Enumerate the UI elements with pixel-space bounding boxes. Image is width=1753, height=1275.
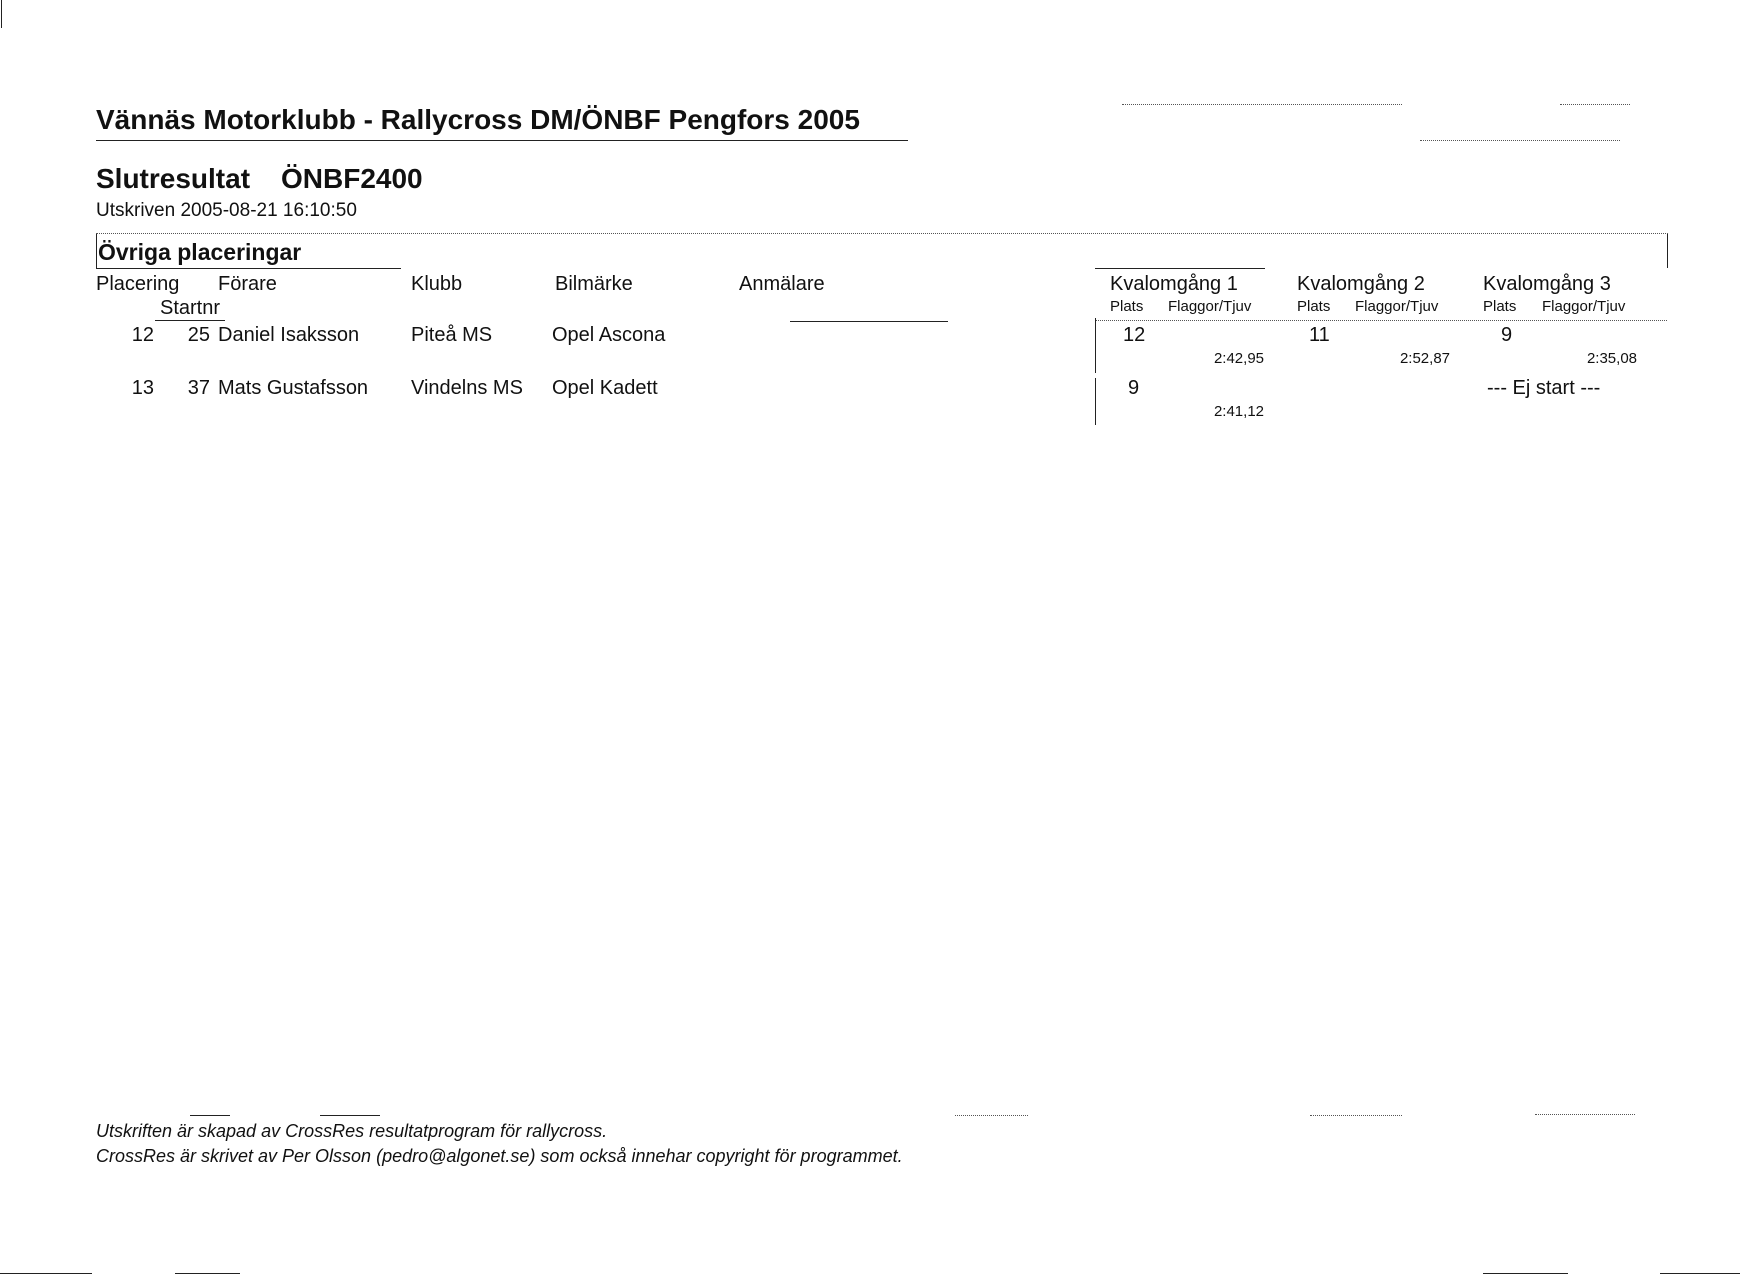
heat-3-flaggor: Flaggor/Tjuv [1542,298,1626,315]
heats-header-underline [1095,320,1667,321]
row-1-heat-2-plats: 11 [1309,324,1330,346]
scan-rule [0,1273,92,1274]
row-2-startnr: 37 [187,377,210,399]
section-right-rule [1667,234,1668,268]
page-title: Vännäs Motorklubb - Rallycross DM/ÖNBF Pengfors 2005 [96,104,860,135]
section-left-rule [96,234,97,268]
title-underline [96,140,908,141]
section-underline [96,268,401,269]
col-forare: Förare [218,273,277,295]
col-placering: Placering [96,273,180,295]
scan-rule [955,1115,1028,1116]
scan-rule [190,1115,230,1116]
printed-timestamp: Utskriven 2005-08-21 16:10:50 [96,200,357,221]
scan-rule [1535,1114,1635,1115]
scan-rule [1483,1273,1568,1274]
row-1-heat-1-time: 2:42,95 [1213,350,1264,367]
col-klubb: Klubb [411,273,463,295]
row-2-heat-1-plats: 9 [1128,377,1140,399]
heat-3-title: Kvalomgång 3 [1483,273,1611,295]
section-title: Övriga placeringar [98,239,302,265]
scan-rule [320,1115,380,1116]
row-1-placering: 12 [131,324,154,346]
section-top-rule [96,233,1668,234]
heats-left-rule [1095,378,1096,425]
scan-edge-mark [1,0,2,28]
scan-rule [1560,104,1630,105]
class-name: ÖNBF2400 [281,163,423,194]
anmalare-underline [790,321,948,322]
row-2-heat-1-time: 2:41,12 [1213,403,1264,420]
row-1-klubb: Piteå MS [411,324,493,346]
scan-rule [1122,104,1402,105]
row-1-forare: Daniel Isaksson [218,324,360,346]
footer-line-1: Utskriften är skapad av CrossRes resultatprogram för rallycross. [96,1121,608,1141]
scan-rule [1660,1273,1740,1274]
heat-2-flaggor: Flaggor/Tjuv [1355,298,1439,315]
col-anmalare: Anmälare [739,273,825,295]
row-2-heat-3-plats: --- Ej start --- [1487,377,1601,399]
heats-top-rule [1095,268,1265,269]
heats-left-rule [1095,318,1096,373]
row-1-heat-2-time: 2:52,87 [1399,350,1450,367]
row-1-heat-3-plats: 9 [1501,324,1513,346]
row-2-placering: 13 [131,377,154,399]
row-1-heat-1-plats: 12 [1123,324,1146,346]
row-1-startnr: 25 [187,324,210,346]
scan-rule [1310,1115,1402,1116]
row-1-heat-3-time: 2:35,08 [1586,350,1637,367]
heat-1-title: Kvalomgång 1 [1110,273,1238,295]
startnr-underline [155,320,225,321]
row-2-klubb: Vindelns MS [411,377,523,399]
row-2-bilmarke: Opel Kadett [552,377,658,399]
heat-1-flaggor: Flaggor/Tjuv [1168,298,1252,315]
heat-3-plats: Plats [1483,298,1517,315]
result-label: Slutresultat [96,163,251,194]
heat-1-plats: Plats [1110,298,1144,315]
footer-line-2: CrossRes är skrivet av Per Olsson (pedro@algonet.se) som också innehar copyright för programmet. [96,1146,903,1166]
scan-rule [175,1273,240,1274]
scan-rule [1420,140,1620,141]
row-1-bilmarke: Opel Ascona [552,324,666,346]
row-2-forare: Mats Gustafsson [218,377,369,399]
heat-2-plats: Plats [1297,298,1331,315]
col-startnr: Startnr [160,297,221,319]
col-bilmarke: Bilmärke [555,273,633,295]
heat-2-title: Kvalomgång 2 [1297,273,1425,295]
